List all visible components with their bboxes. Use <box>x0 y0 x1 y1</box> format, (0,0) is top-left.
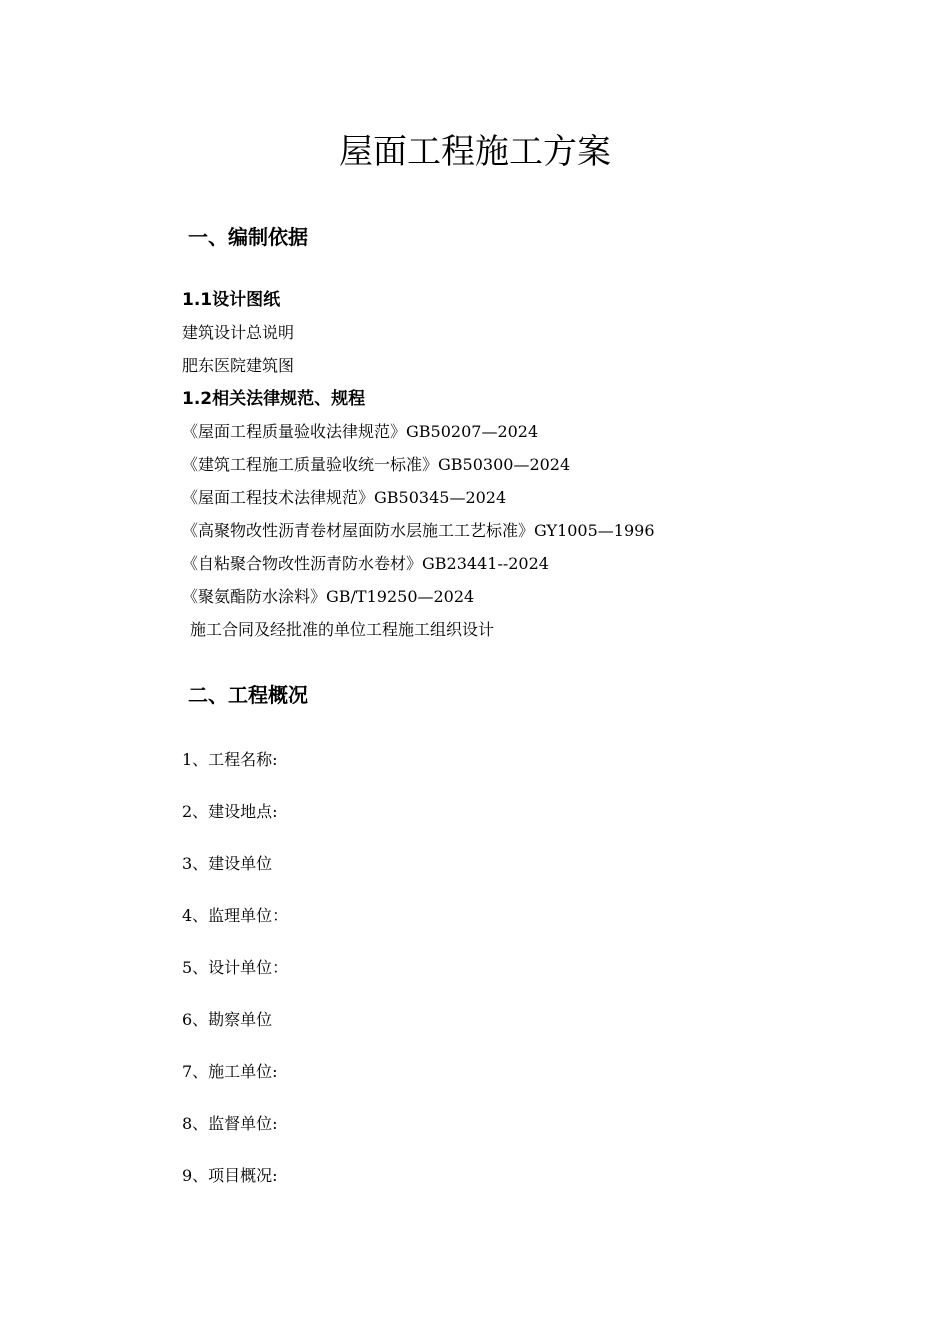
regulation-item: 《屋面工程技术法律规范》GB50345—2024 <box>182 488 507 507</box>
drawing-item: 建筑设计总说明 <box>182 323 295 342</box>
section-heading-basis: 一、编制依据 <box>188 225 308 249</box>
drawing-item: 肥东医院建筑图 <box>182 356 295 375</box>
regulation-item: 《屋面工程质量验收法律规范》GB50207—2024 <box>182 422 539 441</box>
overview-field-surveyor: 6、勘察单位 <box>182 1010 273 1029</box>
overview-field-inspection: 8、监督单位: <box>182 1114 278 1133</box>
subsection-heading-regulations: 1.2相关法律规范、规程 <box>182 389 366 409</box>
regulation-item: 《自粘聚合物改性沥青防水卷材》GB23441--2024 <box>182 554 549 573</box>
document-title: 屋面工程施工方案 <box>339 132 611 172</box>
subsection-heading-drawings: 1.1设计图纸 <box>182 290 281 310</box>
regulation-item: 施工合同及经批准的单位工程施工组织设计 <box>190 620 495 639</box>
regulation-item: 《聚氨酯防水涂料》GB/T19250—2024 <box>182 587 475 606</box>
overview-field-designer: 5、设计单位： <box>182 958 289 977</box>
overview-field-project-name: 1、工程名称: <box>182 750 278 769</box>
section-heading-overview: 二、工程概况 <box>188 683 308 707</box>
regulation-item: 《高聚物改性沥青卷材屋面防水层施工工艺标准》GY1005—1996 <box>182 521 655 540</box>
overview-field-location: 2、建设地点: <box>182 802 278 821</box>
overview-field-supervisor: 4、监理单位： <box>182 906 289 925</box>
overview-field-contractor: 7、施工单位: <box>182 1062 278 1081</box>
overview-field-summary: 9、项目概况: <box>182 1166 278 1185</box>
overview-field-client: 3、建设单位 <box>182 854 273 873</box>
regulation-item: 《建筑工程施工质量验收统一标准》GB50300—2024 <box>182 455 571 474</box>
